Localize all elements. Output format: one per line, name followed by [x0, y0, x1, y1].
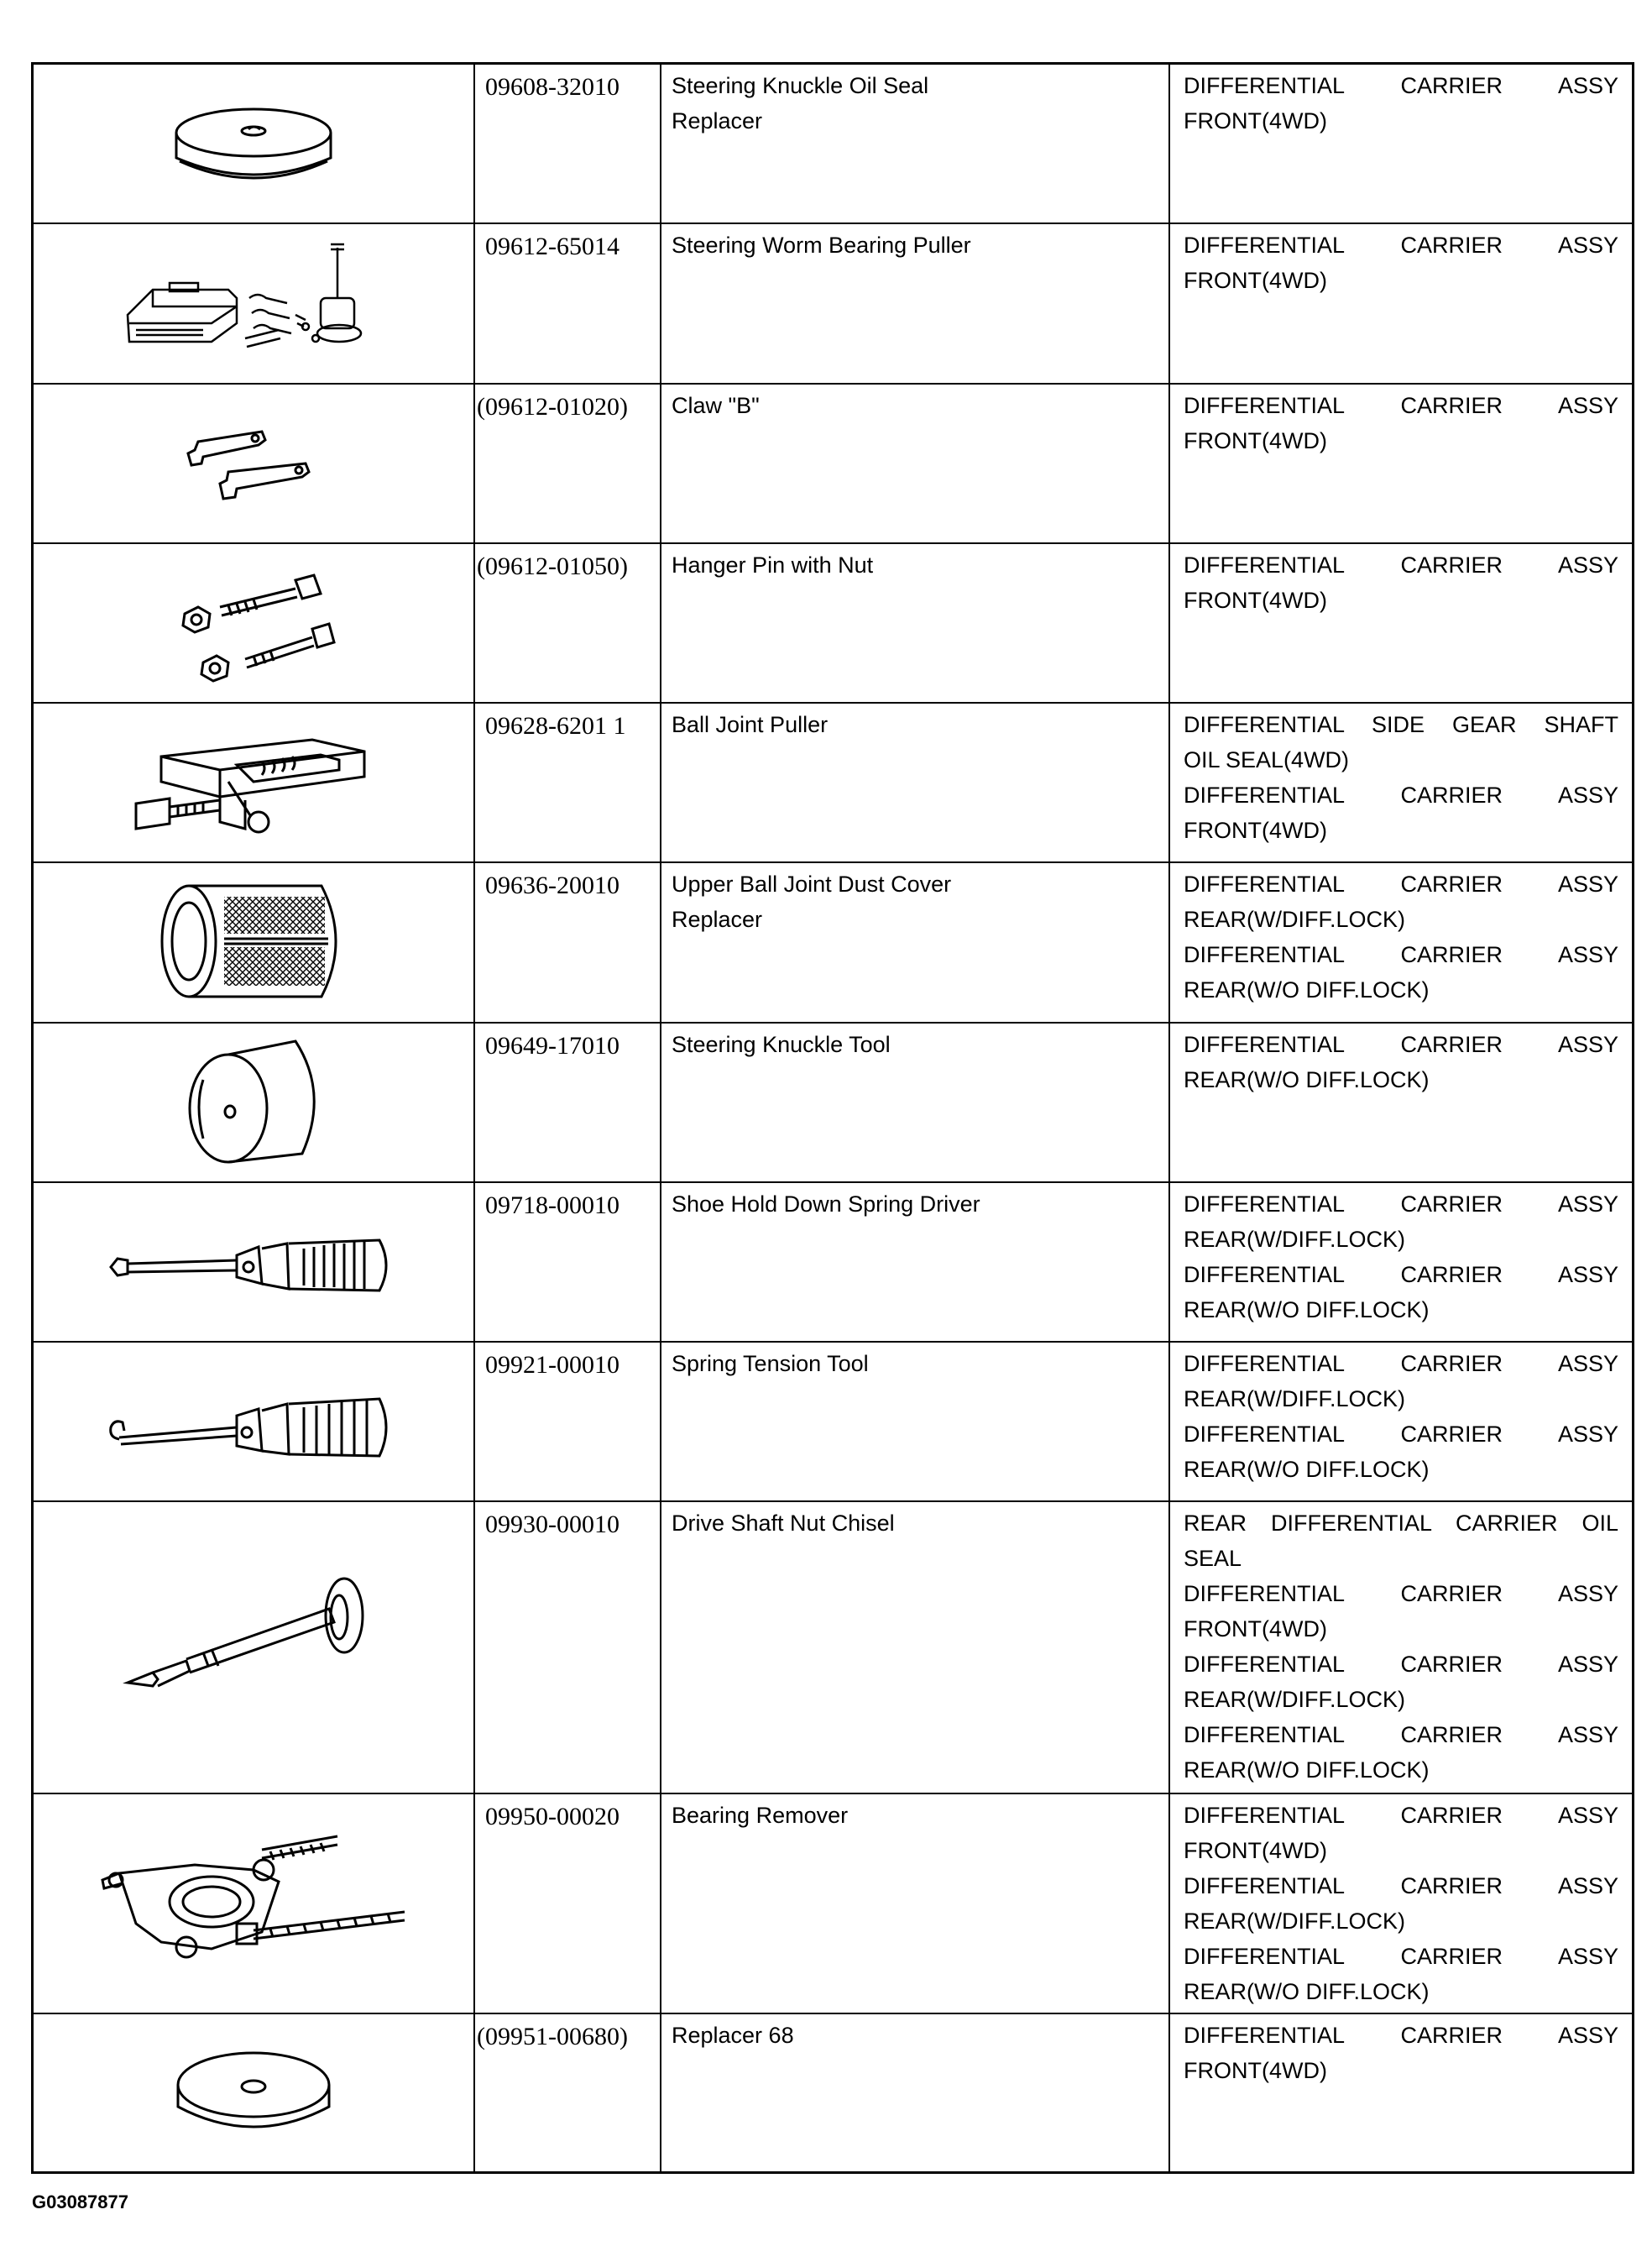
usage-line: DIFFERENTIAL SIDE GEAR SHAFT [1184, 711, 1618, 737]
part-number: 09649-17010 [485, 1031, 620, 1060]
usage-line: DIFFERENTIAL CARRIER ASSY [1184, 552, 1618, 578]
cylinder-tool-icon [34, 1024, 473, 1180]
tool-illustration-cell [33, 1501, 475, 1793]
usage-line: FRONT(4WD) [1184, 108, 1327, 134]
usage-line: FRONT(4WD) [1184, 587, 1327, 613]
usage-line: DIFFERENTIAL CARRIER ASSY [1184, 232, 1618, 258]
usage-line: DIFFERENTIAL CARRIER ASSY [1184, 1580, 1618, 1606]
usage-line: OIL SEAL(4WD) [1184, 746, 1350, 772]
usage-list [1170, 863, 1632, 1008]
knurled-cylinder-icon [34, 863, 473, 1020]
usage-line: DIFFERENTIAL CARRIER ASSY [1184, 1261, 1618, 1287]
claw-icon [34, 385, 473, 541]
usage-line: REAR(W/DIFF.LOCK) [1184, 1686, 1406, 1712]
part-number: 09718-00010 [485, 1191, 620, 1219]
tool-illustration-cell [33, 703, 475, 862]
hanger-pin-icon [34, 544, 473, 700]
usage-line: DIFFERENTIAL CARRIER ASSY [1184, 871, 1618, 897]
usage-line: REAR(W/O DIFF.LOCK) [1184, 977, 1430, 1003]
tool-row [33, 223, 1634, 384]
usage-line: DIFFERENTIAL CARRIER ASSY [1184, 1651, 1618, 1677]
tool-illustration-cell [33, 1182, 475, 1342]
usage-list [1170, 1183, 1632, 1327]
usage-list [1170, 1502, 1632, 1788]
usage-line: REAR(W/O DIFF.LOCK) [1184, 1978, 1430, 2004]
tool-illustration-cell [33, 1342, 475, 1501]
chisel-icon [34, 1502, 473, 1791]
usage-line: DIFFERENTIAL CARRIER ASSY [1184, 1350, 1618, 1376]
tool-illustration-cell [33, 862, 475, 1023]
usage-line: FRONT(4WD) [1184, 817, 1327, 843]
usage-line: DIFFERENTIAL CARRIER ASSY [1184, 1031, 1618, 1057]
usage-line: FRONT(4WD) [1184, 2057, 1327, 2083]
usage-line: DIFFERENTIAL CARRIER ASSY [1184, 941, 1618, 967]
replacer-disc-icon [34, 2014, 473, 2170]
tool-name: Shoe Hold Down Spring Driver [672, 1191, 980, 1217]
usage-line: FRONT(4WD) [1184, 1615, 1327, 1642]
usage-line: FRONT(4WD) [1184, 267, 1327, 293]
usage-line: DIFFERENTIAL CARRIER ASSY [1184, 1802, 1618, 1828]
tool-row [33, 543, 1634, 703]
tool-illustration-cell [33, 1023, 475, 1182]
usage-list [1170, 385, 1632, 458]
usage-line: REAR(W/O DIFF.LOCK) [1184, 1066, 1430, 1092]
usage-line: REAR(W/O DIFF.LOCK) [1184, 1296, 1430, 1322]
spring-hook-tool-icon [34, 1343, 473, 1499]
usage-line: DIFFERENTIAL CARRIER ASSY [1184, 1872, 1618, 1898]
usage-line: FRONT(4WD) [1184, 427, 1327, 453]
usage-line: REAR DIFFERENTIAL CARRIER OIL [1184, 1510, 1618, 1536]
usage-line: DIFFERENTIAL CARRIER ASSY [1184, 2022, 1618, 2048]
part-number: (09612-01020) [477, 392, 628, 421]
usage-line: REAR(W/DIFF.LOCK) [1184, 1908, 1406, 1934]
tool-name: Steering Knuckle Tool [672, 1031, 891, 1057]
tool-illustration-cell [33, 1793, 475, 2013]
seal-replacer-icon [34, 65, 473, 221]
part-number: 09921-00010 [485, 1350, 620, 1379]
tool-row [33, 1501, 1634, 1793]
usage-line: REAR(W/DIFF.LOCK) [1184, 906, 1406, 932]
usage-list [1170, 224, 1632, 298]
usage-line: DIFFERENTIAL CARRIER ASSY [1184, 392, 1618, 418]
usage-line: DIFFERENTIAL CARRIER ASSY [1184, 1943, 1618, 1969]
usage-list [1170, 65, 1632, 139]
tool-name: Ball Joint Puller [672, 711, 829, 737]
usage-line: DIFFERENTIAL CARRIER ASSY [1184, 1421, 1618, 1447]
tool-name: Bearing Remover [672, 1802, 849, 1828]
part-number: 09636-20010 [485, 871, 620, 899]
usage-line: REAR(W/O DIFF.LOCK) [1184, 1757, 1430, 1783]
tool-illustration-cell [33, 64, 475, 223]
tool-row [33, 862, 1634, 1023]
tool-row [33, 703, 1634, 862]
tool-illustration-cell [33, 384, 475, 543]
bearing-remover-icon [34, 1794, 473, 2011]
tool-name: Drive Shaft Nut Chisel [672, 1510, 895, 1536]
tool-name: Claw "B" [672, 392, 760, 418]
part-number: (09951-00680) [477, 2022, 628, 2050]
tool-row [33, 384, 1634, 543]
tool-name: Upper Ball Joint Dust Cover Replacer [672, 871, 952, 932]
tool-name: Steering Worm Bearing Puller [672, 232, 971, 258]
part-number: 09628-6201 1 [485, 711, 626, 740]
tool-illustration-cell [33, 223, 475, 384]
special-service-tools-table [31, 62, 1634, 2174]
figure-id: G03087877 [32, 2191, 128, 2212]
bearing-puller-kit-icon [34, 224, 473, 381]
tool-illustration-cell [33, 2013, 475, 2173]
part-number: 09608-32010 [485, 73, 620, 101]
usage-list [1170, 1343, 1632, 1487]
part-number: 09950-00020 [485, 1802, 620, 1830]
tool-row [33, 2013, 1634, 2173]
usage-list [1170, 704, 1632, 848]
usage-line: FRONT(4WD) [1184, 1837, 1327, 1863]
tool-name: Spring Tension Tool [672, 1350, 869, 1376]
tool-illustration-cell [33, 543, 475, 703]
usage-line: DIFFERENTIAL CARRIER ASSY [1184, 1721, 1618, 1747]
part-number: 09930-00010 [485, 1510, 620, 1538]
tool-name: Hanger Pin with Nut [672, 552, 874, 578]
tool-name: Steering Knuckle Oil Seal Replacer [672, 73, 929, 134]
usage-line: REAR(W/DIFF.LOCK) [1184, 1385, 1406, 1411]
usage-line: DIFFERENTIAL CARRIER ASSY [1184, 73, 1618, 98]
tool-row [33, 1342, 1634, 1501]
ball-joint-puller-icon [34, 704, 473, 860]
usage-line: REAR(W/DIFF.LOCK) [1184, 1226, 1406, 1252]
usage-line: DIFFERENTIAL CARRIER ASSY [1184, 782, 1618, 808]
usage-line: SEAL [1184, 1545, 1242, 1571]
usage-list [1170, 1794, 1632, 2009]
usage-list [1170, 544, 1632, 618]
usage-line: DIFFERENTIAL CARRIER ASSY [1184, 1191, 1618, 1217]
part-number: (09612-01050) [477, 552, 628, 580]
spring-driver-icon [34, 1183, 473, 1339]
tool-row [33, 1793, 1634, 2013]
tool-row [33, 64, 1634, 223]
part-number: 09612-65014 [485, 232, 620, 260]
usage-list [1170, 2014, 1632, 2088]
usage-list [1170, 1024, 1632, 1097]
tool-row [33, 1182, 1634, 1342]
tool-row [33, 1023, 1634, 1182]
usage-line: REAR(W/O DIFF.LOCK) [1184, 1456, 1430, 1482]
tool-name: Replacer 68 [672, 2022, 794, 2048]
